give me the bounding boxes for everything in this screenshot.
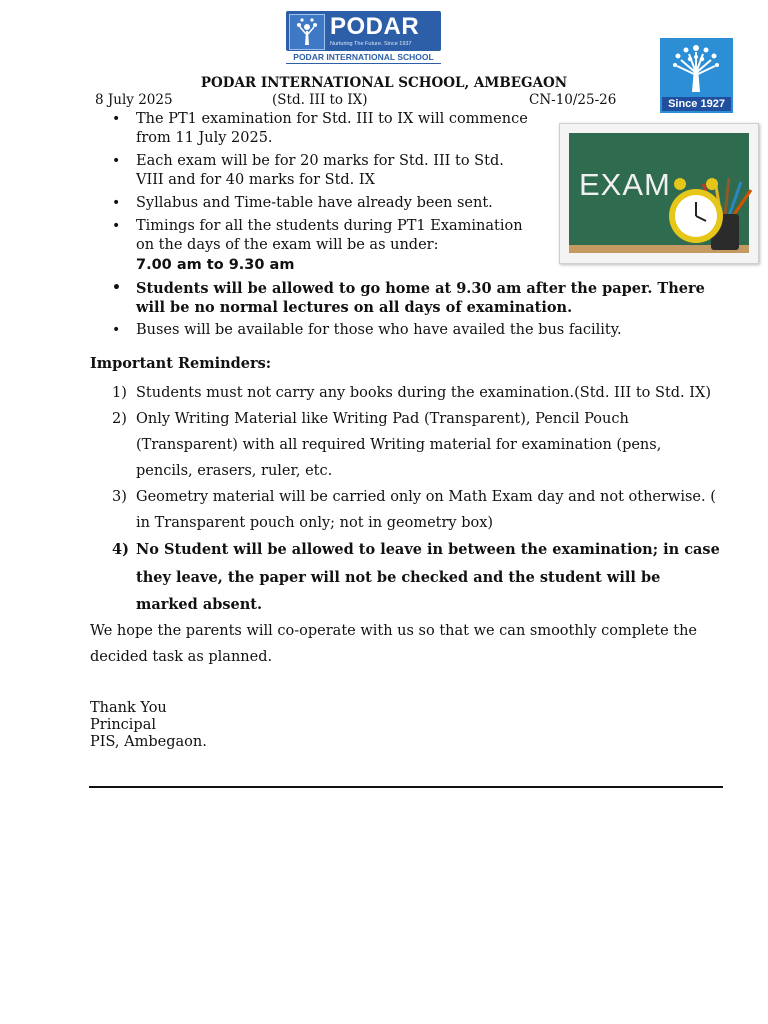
since-label: Since 1927 [662,97,731,111]
exam-info-list [90,110,725,344]
reminders-list [90,380,722,619]
signatory-title: Principal [90,717,156,733]
list-item-text: Students will be allowed to go home at 9.30 am after the paper. There will be no normal lectures on all days of examination. [136,280,705,316]
board-text: EXAM [579,167,671,202]
list-item-text: Syllabus and Time-table have already been sent. [136,195,493,211]
list-item-text: The PT1 examination for Std. III to IX will commence from 11 July 2025. [136,111,528,146]
logo-wordmark: PODAR [330,13,420,40]
list-item [90,152,536,190]
item-number: 1) [112,385,127,401]
item-number: 3) [112,489,127,505]
list-item [90,484,722,536]
item-text: Students must not carry any books during the examination.(Std. III to Std. IX) [136,385,711,401]
list-item [90,194,536,213]
reminders-heading: Important Reminders: [90,355,272,372]
list-item-text: Each exam will be for 20 marks for Std. III to Std. VIII and for 40 marks for Std. IX [136,153,504,188]
list-item [90,110,536,148]
item-text: Geometry material will be carried only on Math Exam day and not otherwise. ( in Transparent pouch only; not in geometry box) [136,489,716,531]
logo-tagline: Nurturing The Future. Since 1937 [330,41,412,47]
list-item [90,279,725,317]
podar-logo [286,11,441,63]
logo-subtitle: PODAR INTERNATIONAL SCHOOL [286,52,441,64]
item-text: No Student will be allowed to leave in between the examination; in case they leave, the paper will not be checked and the student will be marked absent. [136,541,720,613]
closing-paragraph: We hope the parents will co-operate with us so that we can smoothly complete the decided task as planned. [90,623,698,665]
circular-number: CN-10/25-26 [529,92,617,108]
logo-box [286,11,441,51]
school-name: PODAR INTERNATIONAL SCHOOL, AMBEGAON [200,75,568,91]
thank-you: Thank You [90,700,167,716]
notice-date: 8 July 2025 [95,92,173,108]
list-item [90,536,722,619]
bottom-divider [89,786,723,788]
tree-emblem-icon [289,14,325,50]
item-text: Only Writing Material like Writing Pad (Transparent), Pencil Pouch (Transparent) with all required Writing material for examination (pens, pencils, erasers, ruler, etc. [136,411,662,479]
std-range: (Std. III to IX) [272,92,368,108]
list-item-text: Timings for all the students during PT1 Examination on the days of the exam will be as under: [136,218,523,253]
list-item [90,217,536,275]
list-item [90,406,722,484]
item-number: 4) [112,541,129,558]
signatory-org: PIS, Ambegaon. [90,734,207,750]
item-number: 2) [112,411,127,427]
list-item [90,321,725,340]
list-item [90,380,722,406]
exam-timing: 7.00 am to 9.30 am [136,257,295,273]
list-item-text: Buses will be available for those who have availed the bus facility. [136,322,622,338]
